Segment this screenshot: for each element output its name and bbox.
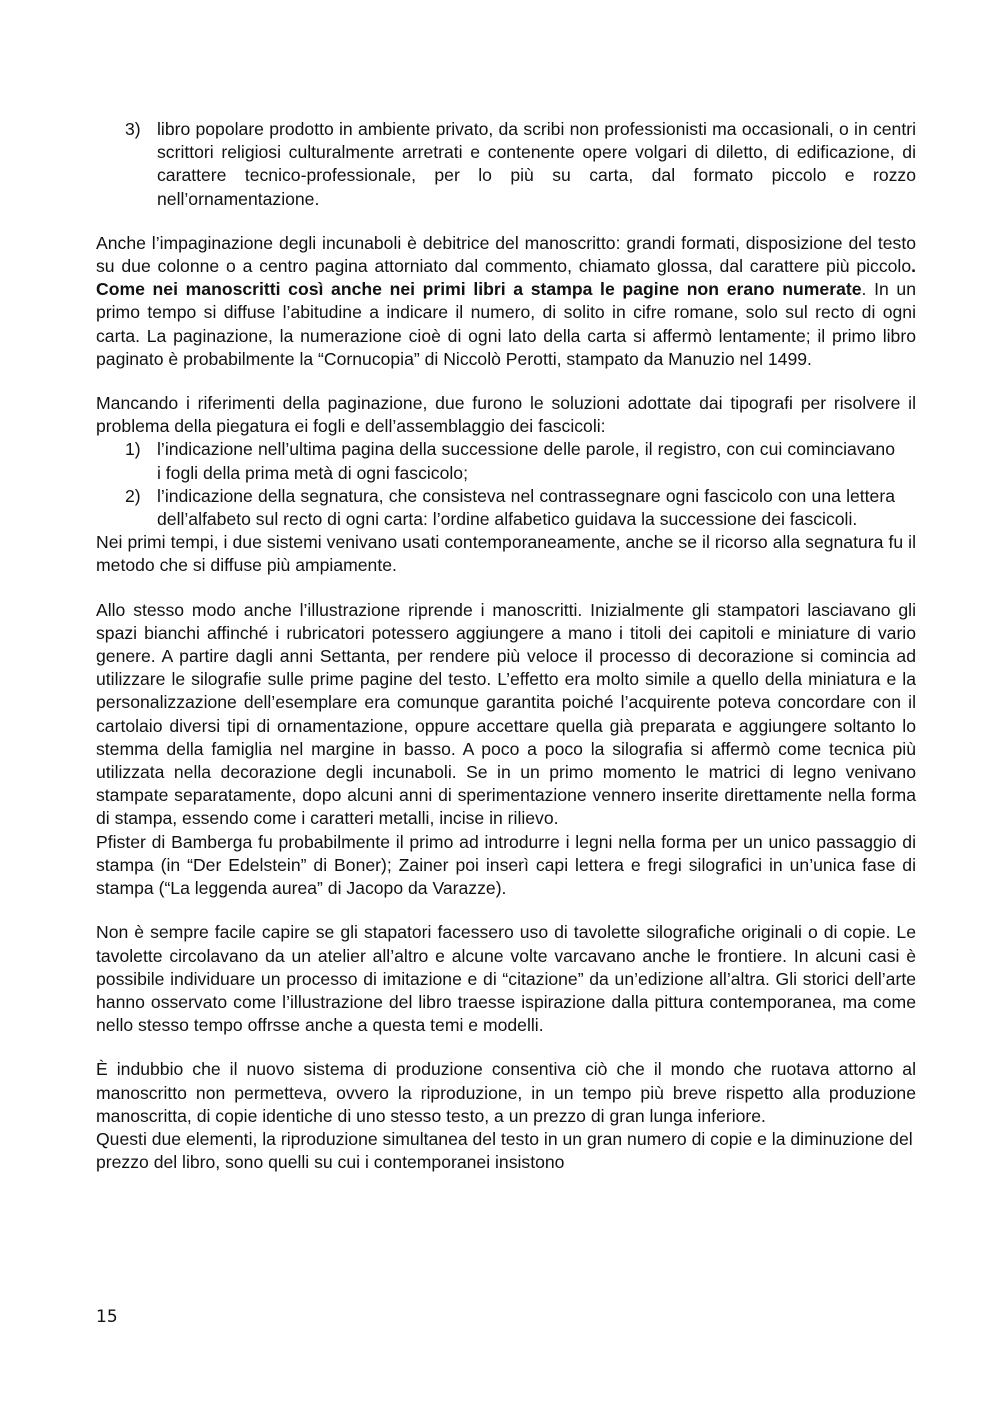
list-solutions [96,438,916,531]
list-item-number: 2) [125,485,141,506]
list-book-types [96,118,916,211]
list-item-text: l’indicazione nell’ultima pagina della successione delle parole, il registro, con cui cominciavano i fogli della prima metà di ogni fascicolo; [157,439,895,483]
paragraph-text: . In un primo tempo si diffuse l’abitudine a indicare il numero, di solito in cifre romane, solo sul recto di ogni carta. La paginazione, la numerazione cioè di ogni lato della carta si affermò lentamente; il primo libro paginato è probabilmente la “Cornucopia” di Niccolò Perotti, stampato da Manuzio nel 1499. [96,279,916,369]
list-item-number: 3) [125,119,141,139]
list-item [96,438,895,484]
paragraph-pfister: Pfister di Bamberga fu probabilmente il primo ad introdurre i legni nella forma per un unico passaggio di stampa (in “Der Edelstein” di Boner); Zainer poi inserì capi lettera e fregi silografici in un’unica fase di stampa (“La leggenda aurea” di Jacopo da Varazze). [96,831,916,899]
paragraph-tavolette: Non è sempre facile capire se gli stapatori facessero uso di tavolette silografiche originali o di copie. Le tavolette circolavano da un atelier all’altro e alcune volte varcavano anche le frontiere. In alcuni casi è possibile individuare un processo di imitazione e di “citazione” da un’edizione all’altra. Gli storici dell’arte hanno osservato come l’illustrazione del libro traesse ispirazione dalla pittura contemporanea, ma come nello stesso tempo offrsse anche a questa temi e modelli. [96,922,916,1036]
list-item [96,118,916,211]
document-body [96,118,916,1174]
paragraph-paginazione: Mancando i riferimenti della paginazione, due furono le soluzioni adottate dai tipografi per risolvere il problema della piegatura ei fogli e dell’assemblaggio dei fascicoli: [96,393,916,437]
list-item-number: 1) [125,439,141,460]
list-item-text: l’indicazione della segnatura, che consisteva nel contrassegnare ogni fascicolo con una lettera dell’alfabeto sul recto di ogni carta: l’ordine alfabetico guidava la successione dei fascicoli. [157,485,895,530]
page-number: 15 [96,1307,118,1327]
paragraph-impaginazione [96,232,916,371]
paragraph-sistemi: Nei primi tempi, i due sistemi venivano usati contemporaneamente, anche se il ricorso alla segnatura fu il metodo che si diffuse più ampiamente. [96,532,916,576]
paragraph-text: Anche l’impaginazione degli incunaboli è debitrice del manoscritto: grandi formati, disposizione del testo su due colonne o a centro pagina attorniato dal commento, chiamato glossa, dal carattere più piccolo [96,232,916,277]
paragraph-illustrazione: Allo stesso modo anche l’illustrazione riprende i manoscritti. Inizialmente gli stampatori lasciavano gli spazi bianchi affinché i rubricatori potessero aggiungere a mano i titoli dei capitoli e miniature di vario genere. A partire dagli anni Settanta, per rendere più veloce il processo di decorazione si comincia ad utilizzare le silografie sulle prime pagine del testo. L’effetto era molto simile a quello della miniatura e la personalizzazione dell’esemplare era comunque garantita poiché l’acquirente poteva concordare con il cartolaio diversi tipi di ornamentazione, oppure accettare quella già preparata e aggiungere soltanto lo stemma della famiglia nel margine in basso. A poco a poco la silografia si affermò come tecnica più utilizzata nella decorazione degli incunaboli. Se in un primo momento le matrici di legno venivano stampate separatamente, dopo alcuni anni di sperimentazione vennero inserite direttamente nella forma di stampa, essendo come i caratteri metalli, incise in rilievo. [96,599,916,829]
paragraph-bold-text: . Come nei manoscritti così anche nei primi libri a stampa le pagine non erano numerate [96,256,916,300]
list-item-text: libro popolare prodotto in ambiente privato, da scribi non professionisti ma occasionali, o in centri scrittori religiosi culturalmente arretrati e contenente opere volgari di diletto, di edificazione, di carattere tecnico-professionale, per lo più su carta, dal formato piccolo e rozzo nell’ornamentazione. [157,119,916,209]
list-item [96,485,895,531]
paragraph-elementi: Questi due elementi, la riproduzione simultanea del testo in un gran numero di copie e la diminuzione del prezzo del libro, sono quelli su cui i contemporanei insistono [96,1128,913,1173]
paragraph-sistema-produzione: È indubbio che il nuovo sistema di produzione consentiva ciò che il mondo che ruotava attorno al manoscritto non permetteva, ovvero la riproduzione, in un tempo più breve rispetto alla produzione manoscritta, di copie identiche di uno stesso testo, a un prezzo di gran lunga inferiore. [96,1059,916,1126]
